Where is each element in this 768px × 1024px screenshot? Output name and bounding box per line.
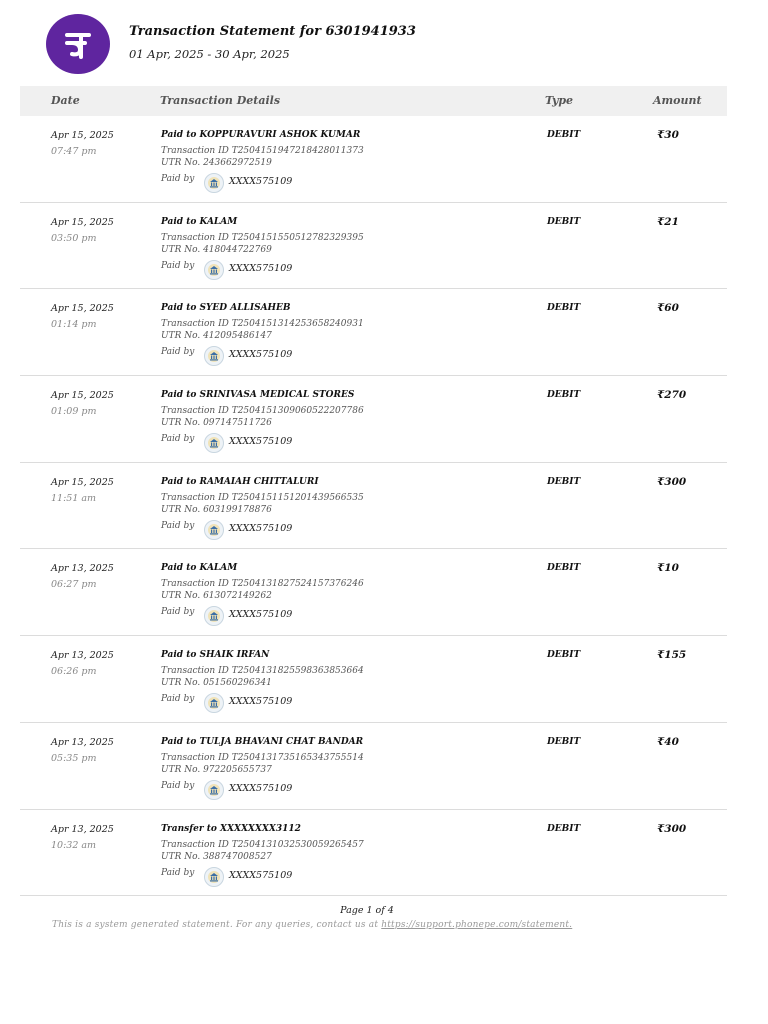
txn-amount: ₹30 bbox=[657, 129, 679, 141]
txn-date: Apr 15, 2025 bbox=[51, 390, 114, 402]
txn-utr: UTR No. 388747008527 bbox=[161, 851, 272, 862]
paid-by-label: Paid by bbox=[161, 520, 195, 531]
txn-time: 05:35 pm bbox=[51, 752, 97, 764]
txn-utr: UTR No. 972205655737 bbox=[161, 764, 272, 775]
txn-date: Apr 13, 2025 bbox=[51, 823, 114, 835]
txn-time: 07:47 pm bbox=[51, 146, 97, 157]
txn-payee: Paid to SYED ALLISAHEB bbox=[161, 303, 291, 314]
txn-amount: ₹270 bbox=[657, 389, 687, 402]
txn-time: 06:26 pm bbox=[51, 666, 97, 678]
txn-amount: ₹10 bbox=[657, 562, 679, 575]
transaction-row bbox=[20, 723, 727, 810]
bank-icon bbox=[204, 780, 224, 800]
txn-time: 03:50 pm bbox=[51, 232, 97, 244]
bank-icon bbox=[204, 867, 224, 887]
txn-payee: Paid to RAMAIAH CHITTALURI bbox=[161, 476, 319, 487]
txn-utr: UTR No. 418044722769 bbox=[161, 244, 272, 255]
support-link[interactable]: https://support.phonepe.com/statement. bbox=[381, 920, 573, 930]
txn-amount: ₹60 bbox=[657, 302, 679, 315]
transaction-list bbox=[20, 116, 727, 896]
paid-by-label: Paid by bbox=[161, 607, 195, 618]
txn-id: Transaction ID T2504131032530059265457 bbox=[161, 839, 364, 850]
txn-account: XXXX575109 bbox=[229, 176, 293, 187]
txn-utr: UTR No. 603199178876 bbox=[161, 504, 272, 515]
transaction-row bbox=[20, 116, 727, 203]
txn-type: DEBIT bbox=[547, 390, 581, 401]
txn-id: Transaction ID T2504151314253658240931 bbox=[161, 319, 364, 330]
txn-id: Transaction ID T2504151947218428011373 bbox=[161, 146, 364, 156]
paid-by-label: Paid by bbox=[161, 347, 195, 358]
txn-amount: ₹21 bbox=[657, 215, 679, 228]
bank-icon bbox=[204, 693, 224, 713]
statement-period: 01 Apr, 2025 - 30 Apr, 2025 bbox=[129, 47, 290, 61]
txn-type: DEBIT bbox=[547, 476, 581, 487]
bank-icon bbox=[204, 520, 224, 540]
txn-date: Apr 13, 2025 bbox=[51, 736, 114, 748]
txn-time: 10:32 am bbox=[51, 839, 97, 851]
page-number: Page 1 of 4 bbox=[340, 905, 394, 916]
txn-amount: ₹155 bbox=[657, 649, 687, 662]
txn-date: Apr 13, 2025 bbox=[51, 650, 114, 662]
transaction-row bbox=[20, 636, 727, 723]
txn-type: DEBIT bbox=[547, 303, 581, 314]
txn-account: XXXX575109 bbox=[229, 609, 293, 621]
paid-by-label: Paid by bbox=[161, 174, 195, 184]
txn-account: XXXX575109 bbox=[229, 782, 293, 794]
txn-amount: ₹300 bbox=[657, 475, 687, 488]
paid-by-label: Paid by bbox=[161, 867, 195, 878]
txn-id: Transaction ID T2504131825598363853664 bbox=[161, 666, 364, 677]
txn-payee: Paid to SRINIVASA MEDICAL STORES bbox=[161, 390, 355, 401]
paid-by-label: Paid by bbox=[161, 260, 195, 271]
txn-type: DEBIT bbox=[547, 736, 581, 747]
txn-id: Transaction ID T2504131735165343755514 bbox=[161, 752, 364, 763]
transaction-row bbox=[20, 289, 727, 376]
transaction-row bbox=[20, 549, 727, 636]
phonepe-logo bbox=[46, 14, 110, 74]
txn-type: DEBIT bbox=[547, 216, 581, 227]
phonepe-logo-icon bbox=[58, 24, 98, 64]
txn-date: Apr 13, 2025 bbox=[51, 563, 114, 575]
txn-time: 06:27 pm bbox=[51, 579, 97, 591]
txn-payee: Paid to KALAM bbox=[161, 216, 238, 227]
bank-icon bbox=[204, 260, 224, 280]
txn-type: DEBIT bbox=[547, 823, 581, 834]
paid-by-label: Paid by bbox=[161, 694, 195, 705]
txn-account: XXXX575109 bbox=[229, 522, 293, 534]
txn-payee: Paid to TULJA BHAVANI CHAT BANDAR bbox=[161, 736, 364, 747]
txn-utr: UTR No. 412095486147 bbox=[161, 331, 272, 342]
paid-by-label: Paid by bbox=[161, 780, 195, 791]
txn-payee: Transfer to XXXXXXXX3112 bbox=[161, 823, 301, 834]
paid-by-label: Paid by bbox=[161, 434, 195, 445]
txn-type: DEBIT bbox=[547, 130, 581, 140]
txn-type: DEBIT bbox=[547, 650, 581, 661]
column-amount: Amount bbox=[653, 94, 702, 107]
txn-account: XXXX575109 bbox=[229, 869, 293, 881]
statement-title: Transaction Statement for 6301941933 bbox=[129, 24, 416, 39]
table-header bbox=[20, 86, 727, 116]
transaction-row bbox=[20, 376, 727, 463]
txn-date: Apr 15, 2025 bbox=[51, 216, 114, 228]
txn-type: DEBIT bbox=[547, 563, 581, 574]
transaction-row bbox=[20, 203, 727, 290]
bank-icon bbox=[204, 606, 224, 626]
bank-icon bbox=[204, 173, 224, 193]
footer-note bbox=[52, 920, 572, 930]
column-date: Date bbox=[51, 94, 80, 107]
footer-text: This is a system generated statement. For any queries, contact us at bbox=[52, 920, 382, 930]
txn-payee: Paid to SHAIK IRFAN bbox=[161, 650, 270, 661]
txn-account: XXXX575109 bbox=[229, 436, 293, 448]
txn-date: Apr 15, 2025 bbox=[51, 476, 114, 488]
txn-date: Apr 15, 2025 bbox=[51, 303, 114, 315]
txn-id: Transaction ID T2504151309060522207786 bbox=[161, 406, 364, 417]
txn-account: XXXX575109 bbox=[229, 262, 293, 274]
txn-amount: ₹300 bbox=[657, 822, 687, 835]
txn-utr: UTR No. 097147511726 bbox=[161, 418, 272, 429]
txn-time: 01:14 pm bbox=[51, 319, 97, 331]
txn-id: Transaction ID T2504151550512782329395 bbox=[161, 232, 364, 243]
txn-account: XXXX575109 bbox=[229, 349, 293, 361]
txn-utr: UTR No. 243662972519 bbox=[161, 158, 272, 168]
txn-date: Apr 15, 2025 bbox=[51, 130, 114, 141]
bank-icon bbox=[204, 346, 224, 366]
txn-amount: ₹40 bbox=[657, 735, 679, 748]
txn-utr: UTR No. 613072149262 bbox=[161, 591, 272, 602]
transaction-row bbox=[20, 810, 727, 897]
txn-time: 11:51 am bbox=[51, 492, 97, 504]
txn-id: Transaction ID T2504151151201439566535 bbox=[161, 492, 364, 503]
txn-account: XXXX575109 bbox=[229, 696, 293, 708]
txn-id: Transaction ID T2504131827524157376246 bbox=[161, 579, 364, 590]
column-details: Transaction Details bbox=[160, 94, 281, 107]
txn-payee: Paid to KOPPURAVURI ASHOK KUMAR bbox=[161, 130, 361, 140]
bank-icon bbox=[204, 433, 224, 453]
txn-utr: UTR No. 051560296341 bbox=[161, 678, 272, 689]
column-type: Type bbox=[545, 94, 574, 107]
transaction-row bbox=[20, 463, 727, 550]
txn-time: 01:09 pm bbox=[51, 406, 97, 418]
txn-payee: Paid to KALAM bbox=[161, 563, 238, 574]
